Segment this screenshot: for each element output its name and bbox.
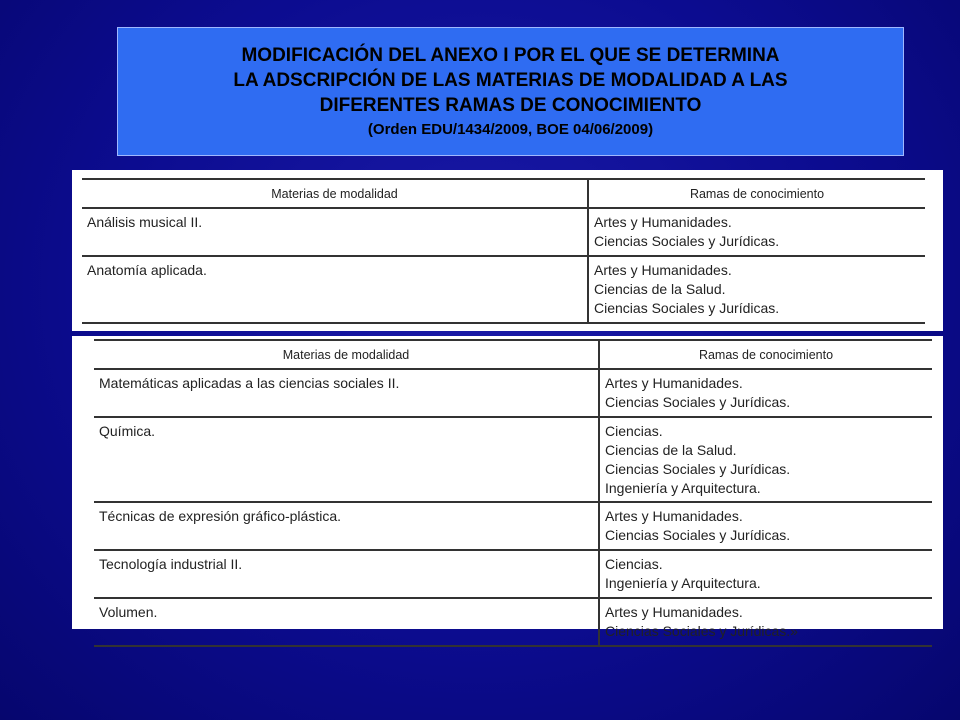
table-card-2: [72, 336, 943, 639]
subjects-table-2: [94, 339, 932, 647]
title-line-3: DIFERENTES RAMAS DE CONOCIMIENTO: [319, 94, 702, 116]
table-row: [82, 208, 925, 256]
rama-line: Ciencias Sociales y Jurídicas.: [605, 461, 791, 477]
rama-line: Artes y Humanidades.: [605, 604, 743, 620]
materia-cell: Química.: [94, 417, 599, 502]
rama-line: Ingeniería y Arquitectura.: [605, 480, 761, 496]
slide-title-box: [117, 27, 904, 156]
header-ramas: Ramas de conocimiento: [599, 340, 932, 369]
ramas-cell: [588, 208, 925, 256]
materia-cell: Tecnología industrial II.: [94, 550, 599, 598]
rama-line: Artes y Humanidades.: [605, 375, 743, 391]
rama-line: Ciencias.: [605, 423, 663, 439]
ramas-cell: [599, 369, 932, 417]
ramas-cell: [599, 550, 932, 598]
header-materias: Materias de modalidad: [94, 340, 599, 369]
rama-line: Ciencias.: [605, 556, 663, 572]
table-row: [94, 502, 932, 550]
ramas-cell: [599, 417, 932, 502]
materia-cell: Volumen.: [94, 598, 599, 646]
materia-cell: Análisis musical II.: [82, 208, 588, 256]
rama-line: Ciencias Sociales y Jurídicas.: [605, 527, 791, 543]
rama-line: Artes y Humanidades.: [594, 262, 732, 278]
subjects-table-1: [82, 178, 925, 324]
header-ramas: Ramas de conocimiento: [588, 179, 925, 208]
table-row: [94, 369, 932, 417]
title-line-1: MODIFICACIÓN DEL ANEXO I POR EL QUE SE DETERMINA: [241, 44, 780, 66]
table-row: [82, 256, 925, 323]
rama-line: Artes y Humanidades.: [605, 508, 743, 524]
header-materias: Materias de modalidad: [82, 179, 588, 208]
table-row: [94, 417, 932, 502]
title-reference: (Orden EDU/1434/2009, BOE 04/06/2009): [367, 120, 654, 138]
rama-line: Ciencias de la Salud.: [594, 281, 726, 297]
materia-cell: Técnicas de expresión gráfico-plástica.: [94, 502, 599, 550]
rama-line: Ciencias Sociales y Jurídicas.: [605, 394, 791, 410]
table-header-row: [94, 340, 932, 369]
rama-line: Artes y Humanidades.: [594, 214, 732, 230]
ramas-cell: [588, 256, 925, 323]
ramas-cell: [599, 598, 932, 646]
ramas-cell: [599, 502, 932, 550]
table-row: [94, 550, 932, 598]
rama-line: Ciencias Sociales y Jurídicas.: [594, 300, 780, 316]
rama-line: Ciencias Sociales y Jurídicas.: [594, 233, 780, 249]
rama-line: Ingeniería y Arquitectura.: [605, 575, 761, 591]
title-line-2: LA ADSCRIPCIÓN DE LAS MATERIAS DE MODALIDAD A LAS: [233, 69, 788, 91]
materia-cell: Anatomía aplicada.: [82, 256, 588, 323]
rama-line: Ciencias de la Salud.: [605, 442, 737, 458]
table-row: [94, 598, 932, 646]
table-card-1: [72, 170, 943, 331]
table-header-row: [82, 179, 925, 208]
materia-cell: Matemáticas aplicadas a las ciencias sociales II.: [94, 369, 599, 417]
rama-line: Ciencias Sociales y Jurídicas.»: [605, 623, 798, 639]
